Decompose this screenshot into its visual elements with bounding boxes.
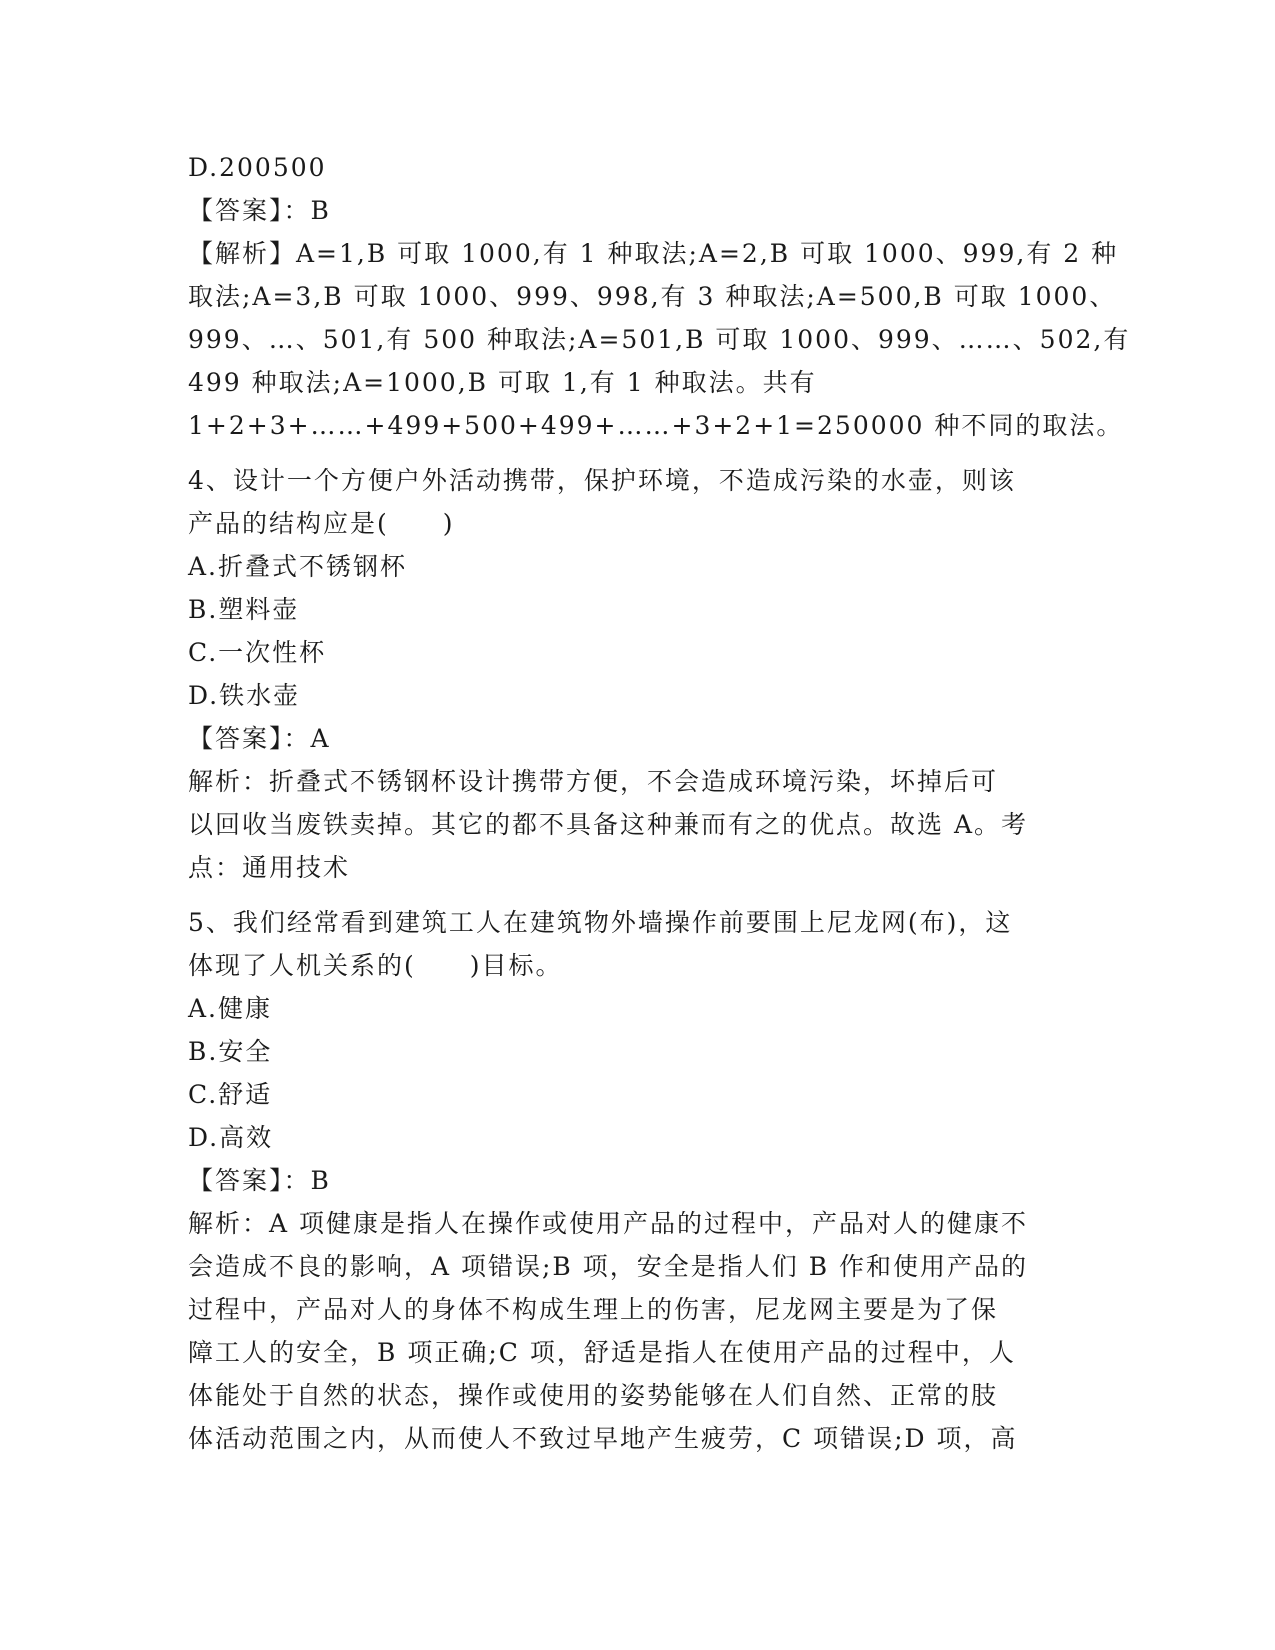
q4-option-d: D.铁水壶 xyxy=(188,681,301,710)
q5-stem-line: 体现了人机关系的( )目标。 xyxy=(188,951,563,980)
q5-stem-line: 5、我们经常看到建筑工人在建筑物外墙操作前要围上尼龙网(布)，这 xyxy=(188,908,1013,937)
q4-option-c: C.一次性杯 xyxy=(188,638,327,667)
prev-analysis-line: 499 种取法;A=1000,B 可取 1,有 1 种取法。共有 xyxy=(188,368,817,397)
q4-option-a: A.折叠式不锈钢杯 xyxy=(188,552,408,581)
q5-analysis-line: 过程中，产品对人的身体不构成生理上的伤害，尼龙网主要是为了保 xyxy=(188,1295,999,1324)
section-gap xyxy=(188,889,1088,901)
prev-analysis-line: 取法;A=3,B 可取 1000、999、998,有 3 种取法;A=500,B 可取 1000、 xyxy=(188,282,1117,311)
q5-answer: 【答案】：B xyxy=(188,1166,331,1195)
q5-analysis-line: 会造成不良的影响，A 项错误;B 项，安全是指人们 B 作和使用产品的 xyxy=(188,1252,1029,1281)
q4-stem-line: 产品的结构应是( ) xyxy=(188,509,455,538)
q5-analysis-line: 解析：A 项健康是指人在操作或使用产品的过程中，产品对人的健康不 xyxy=(188,1209,1029,1238)
q4-analysis-line: 点：通用技术 xyxy=(188,853,351,882)
q5-option-d: D.高效 xyxy=(188,1123,274,1152)
prev-analysis-line: 999、…、501,有 500 种取法;A=501,B 可取 1000、999、……、502,有 xyxy=(188,325,1131,354)
document-body xyxy=(188,146,1131,1460)
q4-analysis-line: 解析：折叠式不锈钢杯设计携带方便，不会造成环境污染，坏掉后可 xyxy=(188,767,999,796)
q4-answer: 【答案】：A xyxy=(188,724,331,753)
prev-option-d: D.200500 xyxy=(188,153,327,182)
q5-analysis-line: 障工人的安全，B 项正确;C 项，舒适是指人在使用产品的过程中，人 xyxy=(188,1338,1016,1367)
prev-analysis-line: 1+2+3+……+499+500+499+……+3+2+1=250000 种不同的取法。 xyxy=(188,411,1124,440)
prev-analysis-line: 【解析】A=1,B 可取 1000,有 1 种取法;A=2,B 可取 1000、999,有 2 种 xyxy=(188,239,1119,268)
q5-analysis-line: 体活动范围之内，从而使人不致过早地产生疲劳，C 项错误;D 项，高 xyxy=(188,1424,1018,1453)
q5-option-a: A.健康 xyxy=(188,994,273,1023)
section-gap xyxy=(188,447,1088,459)
q5-analysis-line: 体能处于自然的状态，操作或使用的姿势能够在人们自然、正常的肢 xyxy=(188,1381,999,1410)
q5-option-c: C.舒适 xyxy=(188,1080,273,1109)
q4-stem-line: 4、设计一个方便户外活动携带，保护环境，不造成污染的水壶，则该 xyxy=(188,466,1016,495)
q4-analysis-line: 以回收当废铁卖掉。其它的都不具备这种兼而有之的优点。故选 A。考 xyxy=(188,810,1029,839)
q5-option-b: B.安全 xyxy=(188,1037,273,1066)
prev-answer: 【答案】：B xyxy=(188,196,331,225)
q4-option-b: B.塑料壶 xyxy=(188,595,300,624)
